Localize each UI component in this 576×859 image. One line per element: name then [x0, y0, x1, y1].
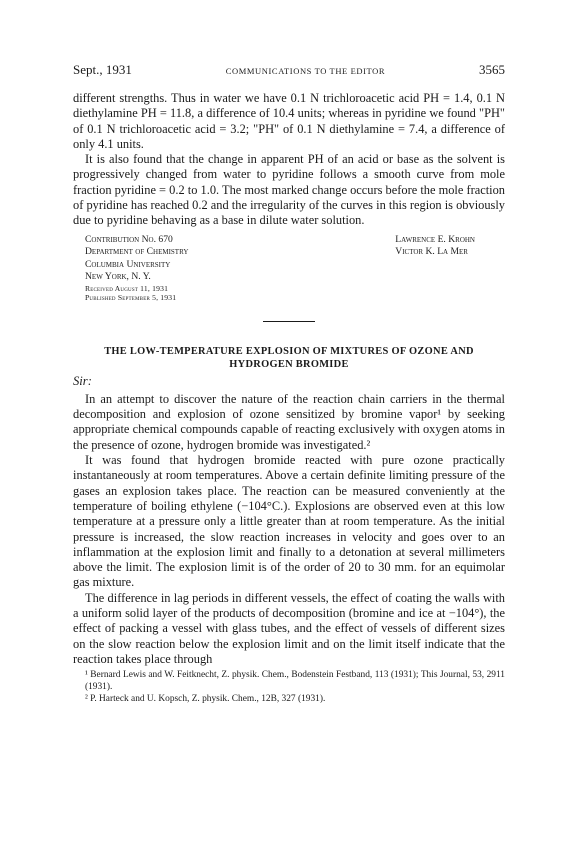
intro-paragraph-1: different strengths. Thus in water we have 0.1 N trichloroacetic acid PH = 1.4, 0.1 N diethylamine PH = 11.8, a difference of 10.4 units; whereas in pyridine we found "PH" of 0.1 N trichloroacetic acid = 3.2; "PH" of 0.1 N diethylamine = 7.4, a difference of only 4.1 units.	[73, 91, 505, 151]
author-name: Lawrence E. Krohn	[395, 233, 475, 245]
footnote-1: ¹ Bernard Lewis and W. Feitknecht, Z. physik. Chem., Bodenstein Festband, 113 (1931); This Journal, 53, 2911 (1931).	[85, 670, 505, 693]
received-date: Received August 11, 1931	[85, 284, 169, 294]
running-title: COMMUNICATIONS TO THE EDITOR	[225, 66, 386, 76]
article-title-line: THE LOW-TEMPERATURE EXPLOSION OF MIXTURES OF OZONE AND	[104, 345, 474, 357]
issue-date: Sept., 1931	[73, 62, 132, 77]
city-line: New York, N. Y.	[85, 271, 151, 283]
published-date: Published September 5, 1931	[85, 293, 177, 303]
salutation: Sir:	[73, 373, 92, 388]
contribution-line: Contribution No. 670	[85, 233, 173, 245]
section-divider	[263, 321, 315, 322]
university-line: Columbia University	[85, 258, 171, 270]
article-paragraph-1: In an attempt to discover the nature of the reaction chain carriers in the thermal decomposition and explosion of ozone sensitized by bromine vapor¹ by seeking appropriate chemical compounds capable of reacting exclusively with oxygen atoms in the presence of ozone, hydrogen bromide was investigated.²	[73, 391, 505, 452]
footnote-2: ² P. Harteck and U. Kopsch, Z. physik. Chem., 12B, 327 (1931).	[85, 694, 326, 705]
department-line: Department of Chemistry	[85, 246, 189, 258]
signature-block	[73, 234, 505, 303]
journal-page	[73, 62, 505, 705]
running-header	[73, 62, 505, 78]
article-paragraph-2: It was found that hydrogen bromide reacted with pure ozone practically instantaneously at room temperatures. Above a certain definite limiting pressure of the gases an explosion takes place. The reaction can be measured conveniently at the temperature of boiling ethylene (−104°C.). Explosions are observed even at this low temperature at a pressure only a little greater than at room temperature. As the initial pressure is increased, the slow reaction increases in velocity and goes over to an inflammation at the explosion limit and finally to a detonation at several millimeters above the limit. The explosion limit is of the order of 20 to 30 mm. for an equimolar gas mixture.	[73, 453, 505, 590]
page-number: 3565	[479, 62, 505, 77]
article-title	[73, 345, 505, 371]
article-paragraph-3: The difference in lag periods in different vessels, the effect of coating the walls with a uniform solid layer of the products of decomposition (bromine and ice at −104°), the effect of packing a vessel with glass tubes, and the effect of vessels of different sizes on the slow reaction below the explosion limit and on the limit itself indicate that the reaction takes place through	[73, 590, 505, 666]
footnotes	[73, 669, 505, 705]
author-block	[395, 234, 505, 303]
author-name: Victor K. La Mer	[395, 246, 468, 258]
affiliation-block	[85, 234, 188, 303]
article-title-line: HYDROGEN BROMIDE	[229, 358, 349, 370]
intro-paragraph-2: It is also found that the change in apparent PH of an acid or base as the solvent is progressively changed from water to pyridine follows a smooth curve from mole fraction pyridine = 0.2 to 1.0. The most marked change occurs before the mole fraction of pyridine has reached 0.2 and the irregularity of the curves in this region is obviously due to pyridine behaving as a base in dilute water solution.	[73, 152, 505, 228]
